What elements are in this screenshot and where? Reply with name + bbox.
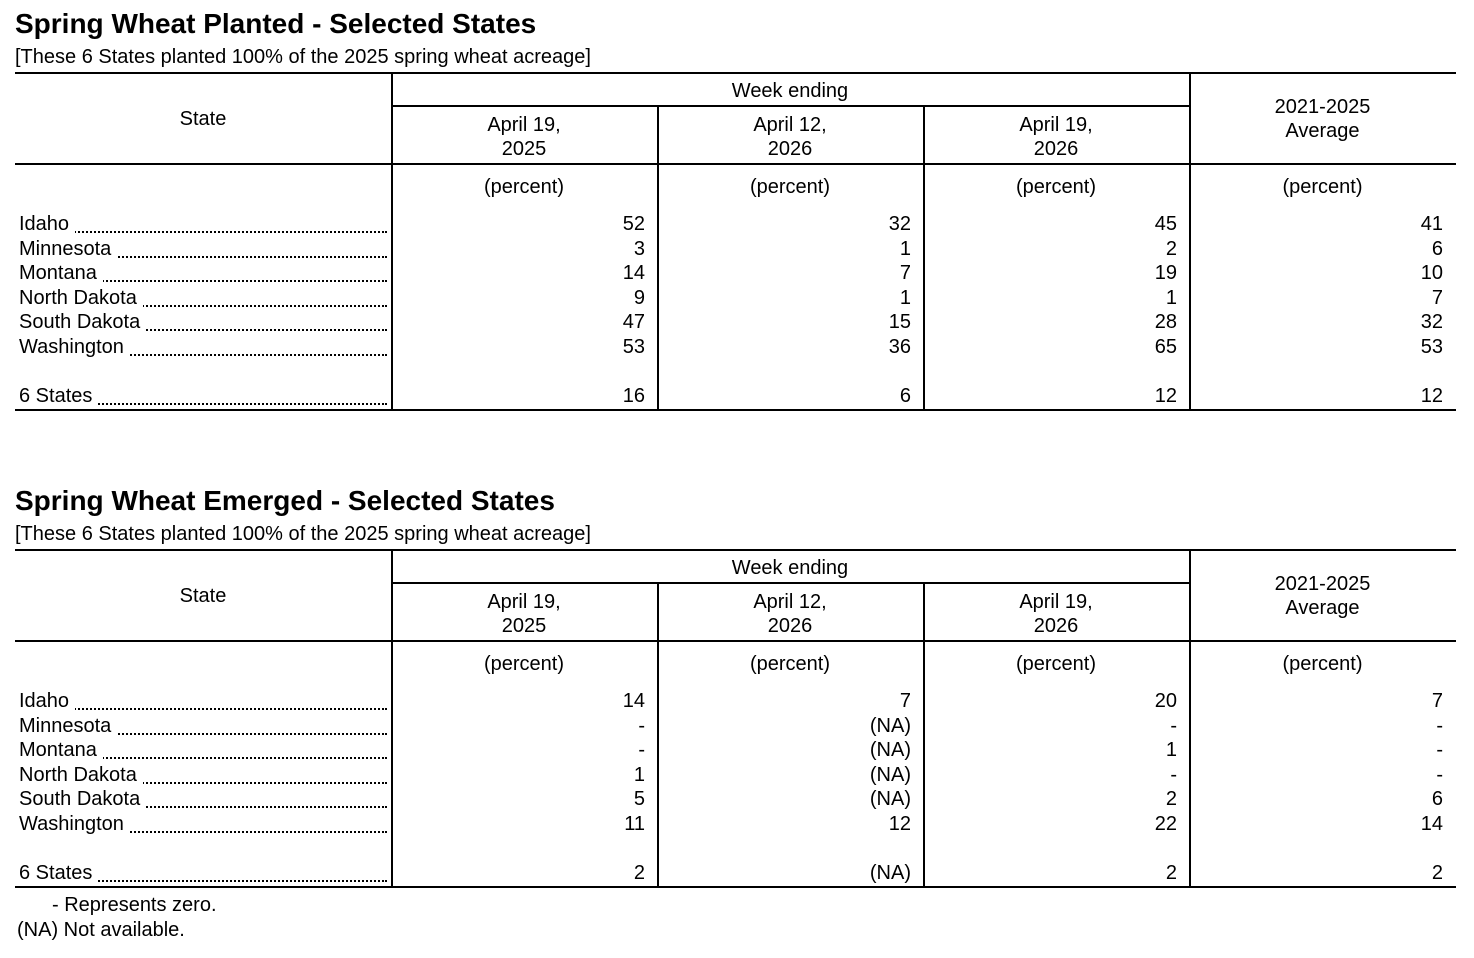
state-cell	[19, 812, 387, 836]
state-name: 6 States	[19, 862, 98, 884]
col-header-april-19-2026: April 19, 2026	[1019, 591, 1093, 637]
state-header: State	[179, 108, 227, 130]
value-cell: 1	[899, 286, 911, 309]
state-header: State	[179, 585, 227, 607]
value-cell: 52	[622, 213, 645, 235]
value-cell: 3	[633, 237, 645, 260]
col-header-april-19-2025: April 19, 2025	[487, 591, 561, 637]
value-cell: 36	[888, 335, 911, 358]
value-cell: (NA)	[869, 788, 911, 810]
table-row	[15, 714, 1456, 738]
value-cell: 14	[1420, 812, 1443, 835]
value-cell: 53	[1420, 335, 1443, 358]
footnote-na: (NA) Not available.	[17, 919, 185, 941]
table-row	[15, 212, 1456, 236]
unit-label: (percent)	[749, 176, 831, 198]
value-cell: 14	[622, 690, 645, 712]
value-cell: -	[638, 714, 645, 737]
col-header-april-19-2026: April 19, 2026	[1019, 114, 1093, 160]
value-cell: 9	[633, 286, 645, 309]
state-cell	[19, 310, 387, 334]
value-cell: 11	[624, 812, 645, 835]
table-row	[15, 286, 1456, 310]
table-row	[15, 738, 1456, 762]
state-cell	[19, 212, 387, 236]
value-cell: 16	[622, 385, 645, 407]
value-cell: (NA)	[869, 739, 911, 761]
value-cell: 6	[1431, 788, 1443, 810]
value-cell: 2	[633, 862, 645, 884]
state-name: Idaho	[19, 690, 75, 712]
total-row	[15, 384, 1456, 408]
state-name: Minnesota	[19, 238, 117, 260]
value-cell: -	[638, 739, 645, 761]
value-cell: (NA)	[869, 763, 911, 786]
unit-label: (percent)	[1282, 176, 1363, 198]
table-bottom-rule	[15, 409, 1456, 411]
value-cell: 22	[1154, 812, 1177, 835]
value-cell: 12	[888, 812, 911, 835]
col-header-april-19-2025: April 19, 2025	[487, 114, 561, 160]
state-cell	[19, 286, 387, 310]
state-cell	[19, 335, 387, 359]
value-cell: -	[1436, 739, 1443, 761]
emerged-table-section	[15, 477, 1456, 897]
planted-table-section	[15, 0, 1456, 420]
table-top-rule	[15, 72, 1456, 74]
value-cell: 41	[1420, 213, 1443, 235]
value-cell: 65	[1154, 335, 1177, 358]
value-cell: -	[1170, 714, 1177, 737]
value-cell: 7	[899, 262, 911, 284]
value-cell: -	[1436, 714, 1443, 737]
week-ending-rule	[391, 582, 1189, 584]
state-cell	[19, 714, 387, 738]
value-cell: 15	[888, 311, 911, 333]
table-row	[15, 261, 1456, 285]
footnote-zero: - Represents zero.	[52, 894, 217, 916]
table-top-rule	[15, 549, 1456, 551]
value-cell: 32	[888, 213, 911, 235]
week-ending-header: Week ending	[731, 80, 849, 102]
week-ending-header: Week ending	[731, 557, 849, 579]
state-name: North Dakota	[19, 287, 143, 309]
table-row	[15, 237, 1456, 261]
table-row	[15, 310, 1456, 334]
state-name: Washington	[19, 336, 130, 358]
state-name: Montana	[19, 262, 103, 284]
unit-label: (percent)	[749, 653, 831, 675]
value-cell: 7	[899, 690, 911, 712]
header-bottom-rule	[15, 640, 1456, 642]
table-row	[15, 763, 1456, 787]
table-subtitle: [These 6 States planted 100% of the 2025 spring wheat acreage]	[15, 46, 591, 68]
value-cell: 2	[1165, 237, 1177, 260]
unit-label: (percent)	[1015, 176, 1097, 198]
table-subtitle: [These 6 States planted 100% of the 2025 spring wheat acreage]	[15, 523, 591, 545]
header-bottom-rule	[15, 163, 1456, 165]
value-cell: -	[1436, 763, 1443, 786]
unit-label: (percent)	[483, 176, 565, 198]
state-cell	[19, 861, 387, 885]
value-cell: 2	[1431, 862, 1443, 884]
table-bottom-rule	[15, 886, 1456, 888]
value-cell: 1	[1165, 286, 1177, 309]
value-cell: 1	[1165, 739, 1177, 761]
value-cell: 32	[1420, 311, 1443, 333]
state-cell	[19, 689, 387, 713]
value-cell: (NA)	[869, 862, 911, 884]
state-name: South Dakota	[19, 788, 146, 810]
table-row	[15, 812, 1456, 836]
table-row	[15, 787, 1456, 811]
value-cell: 12	[1420, 385, 1443, 407]
state-cell	[19, 237, 387, 261]
state-cell	[19, 384, 387, 408]
value-cell: 12	[1154, 385, 1177, 407]
unit-label: (percent)	[1282, 653, 1363, 675]
value-cell: 14	[622, 262, 645, 284]
total-row	[15, 861, 1456, 885]
value-cell: 6	[899, 385, 911, 407]
state-name: North Dakota	[19, 764, 143, 786]
state-name: South Dakota	[19, 311, 146, 333]
state-name: Idaho	[19, 213, 75, 235]
value-cell: 6	[1431, 237, 1443, 260]
value-cell: 5	[633, 788, 645, 810]
col-header-average: 2021-2025 Average	[1274, 96, 1371, 142]
value-cell: 28	[1154, 311, 1177, 333]
state-cell	[19, 261, 387, 285]
value-cell: 7	[1431, 286, 1443, 309]
value-cell: 2	[1165, 862, 1177, 884]
table-row	[15, 689, 1456, 713]
state-cell	[19, 787, 387, 811]
value-cell: 19	[1154, 262, 1177, 284]
value-cell: 1	[899, 237, 911, 260]
table-title: Spring Wheat Planted - Selected States	[15, 8, 537, 39]
value-cell: 47	[622, 311, 645, 333]
value-cell: 7	[1431, 690, 1443, 712]
value-cell: (NA)	[869, 714, 911, 737]
table-row	[15, 335, 1456, 359]
state-cell	[19, 763, 387, 787]
value-cell: -	[1170, 763, 1177, 786]
week-ending-rule	[391, 105, 1189, 107]
col-header-april-12-2026: April 12, 2026	[753, 114, 827, 160]
table-title: Spring Wheat Emerged - Selected States	[15, 485, 555, 516]
value-cell: 2	[1165, 788, 1177, 810]
value-cell: 10	[1420, 262, 1443, 284]
value-cell: 45	[1154, 213, 1177, 235]
col-header-average: 2021-2025 Average	[1274, 573, 1371, 619]
unit-label: (percent)	[1015, 653, 1097, 675]
value-cell: 1	[633, 763, 645, 786]
unit-label: (percent)	[483, 653, 565, 675]
state-name: 6 States	[19, 385, 98, 407]
value-cell: 20	[1154, 690, 1177, 712]
state-cell	[19, 738, 387, 762]
col-header-april-12-2026: April 12, 2026	[753, 591, 827, 637]
value-cell: 53	[622, 335, 645, 358]
state-name: Montana	[19, 739, 103, 761]
state-name: Washington	[19, 813, 130, 835]
state-name: Minnesota	[19, 715, 117, 737]
